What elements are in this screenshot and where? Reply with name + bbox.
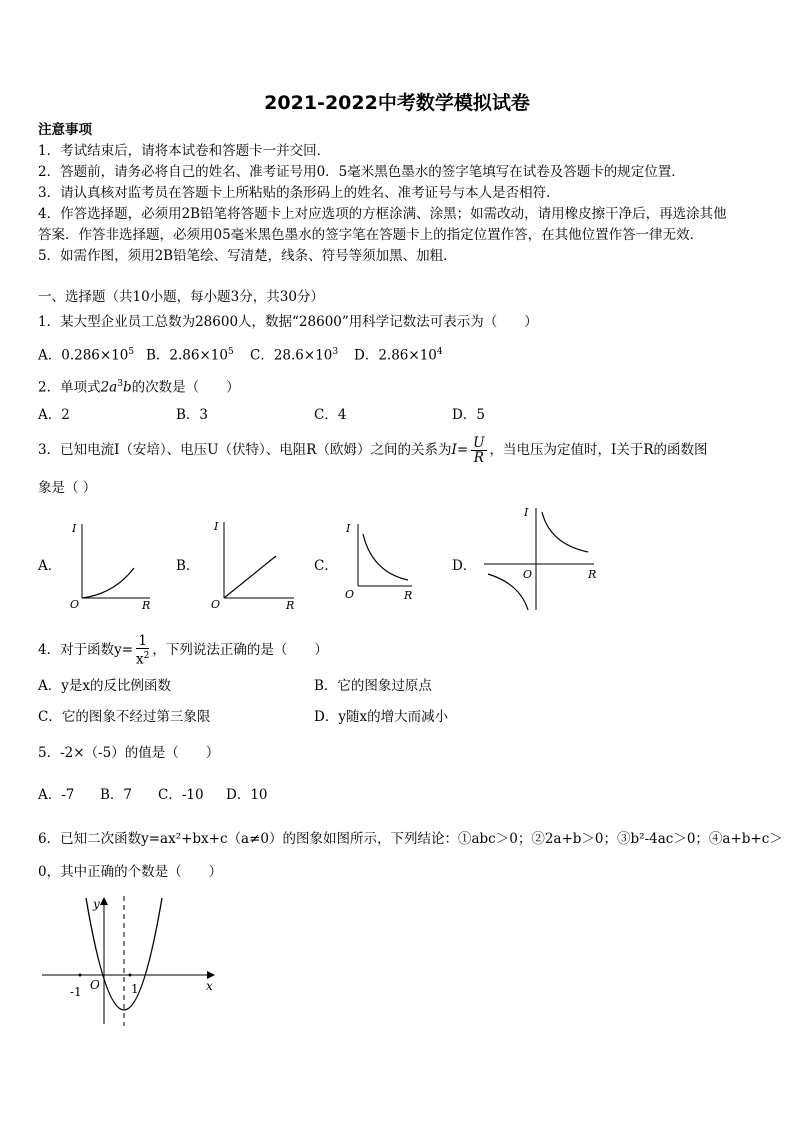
notice-heading: 注意事项: [38, 122, 92, 138]
axis-r-label: R: [142, 599, 151, 610]
axis-r-label: R: [588, 568, 597, 581]
q6-stem: 6．已知二次函数y=ax²+bx+c（a≠0）的图象如图所示，下列结论：①abc＞0；②2a+b＞0；③b²-4ac＞0；④a+b+c＞: [38, 831, 783, 847]
y-axis-label: y: [93, 897, 100, 911]
axis-i-label: I: [346, 522, 351, 535]
q3-option-c: C．: [314, 558, 338, 574]
q6-stem-line2: 0，其中正确的个数是（ ）: [38, 864, 223, 880]
q5-option-d: D．10: [226, 787, 268, 803]
q4-stem: 4．对于函数y= $\frac{1}{x^2}$ ，下列说法正确的是（ ）: [38, 633, 328, 668]
q3-stem: 3．已知电流I（安培）、电压U（伏特）、电阻R（欧姆）之间的关系为I= $\frac{U}{R}$ ，当电压为定值时，I关于R的函数图: [38, 435, 708, 466]
origin-label: O: [523, 568, 533, 581]
q6-parabola-graph: [38, 892, 224, 1032]
axis-r-label: R: [286, 599, 295, 610]
origin-label: O: [345, 588, 355, 601]
q3-graph-a: [62, 518, 158, 610]
origin-label: O: [70, 598, 80, 610]
q1-option-a: A．$0.286\times 10^5$: [38, 347, 135, 364]
q1-option-c: C．$28.6\times 10^3$: [250, 347, 339, 364]
q3-stem-line2: 象是（ ）: [38, 480, 97, 496]
q1-option-d: D．$2.86\times 10^4$: [354, 347, 443, 364]
q4-option-b: B．它的图象过原点: [314, 678, 432, 694]
q1-stem: 1．某大型企业员工总数为28600人，数据“28600”用科学记数法可表示为（ ）: [38, 314, 538, 330]
q2-option-d: D．5: [452, 407, 485, 423]
q2-option-c: C．4: [314, 407, 347, 423]
q2-stem: 2．单项式$2a^3b$的次数是（ ）: [38, 379, 240, 396]
axis-i-label: I: [524, 506, 529, 519]
q4-fraction: $\frac{1}{x^2}$: [136, 633, 150, 668]
q3-graph-d: [478, 502, 600, 614]
q3-graph-c: [338, 518, 418, 602]
q1-option-b: B．$2.86\times 10^5$: [146, 347, 234, 364]
q5-option-c: C．-10: [158, 787, 204, 803]
section-heading: 一、选择题（共10小题，每小题3分，共30分）: [38, 289, 324, 305]
axis-r-label: R: [404, 589, 413, 602]
notice-item: 3．请认真核对监考员在答题卡上所粘贴的条形码上的姓名、准考证号与本人是否相符．: [38, 185, 560, 201]
axis-i-label: I: [214, 520, 219, 533]
q5-option-b: B．7: [100, 787, 133, 803]
q3-option-d: D．: [452, 558, 477, 574]
tick-1-label: 1: [131, 982, 139, 996]
tick-neg1-label: -1: [70, 985, 82, 999]
q5-stem: 5．-2×（-5）的值是（ ）: [38, 745, 220, 761]
q3-graph-b: [204, 514, 304, 610]
x-axis-label: x: [206, 979, 213, 993]
q5-option-a: A．-7: [38, 787, 75, 803]
exam-title: 2021-2022中考数学模拟试卷: [264, 92, 530, 114]
notice-item: 答案．作答非选择题，必须用05毫米黑色墨水的签字笔在答题卡上的指定位置作答，在其他位置作答一律无效．: [38, 227, 704, 243]
q3-option-a: A．: [38, 558, 62, 574]
axis-i-label: I: [72, 522, 77, 535]
origin-label: O: [211, 598, 221, 610]
q2-option-a: A．2: [38, 407, 70, 423]
q4-option-a: A．y是x的反比例函数: [38, 678, 171, 694]
q3-fraction: $\frac{U}{R}$: [473, 435, 485, 466]
notice-item: 5．如需作图，须用2B铅笔绘、写清楚，线条、符号等须加黑、加粗．: [38, 248, 457, 264]
notice-item: 4．作答选择题，必须用2B铅笔将答题卡上对应选项的方框涂满、涂黑；如需改动，请用橡皮擦干净后，再选涂其他: [38, 206, 727, 222]
origin-label: O: [90, 978, 100, 992]
q3-option-b: B．: [176, 558, 200, 574]
q4-option-d: D．y随x的增大而减小: [314, 709, 449, 725]
q2-option-b: B．3: [176, 407, 209, 423]
notice-item: 2．答题前，请务必将自己的姓名、准考证号用0．5毫米黑色墨水的签字笔填写在试卷及答题卡的规定位置．: [38, 164, 685, 180]
notice-item: 1．考试结束后，请将本试卷和答题卡一并交回．: [38, 143, 331, 159]
q4-option-c: C．它的图象不经过第三象限: [38, 709, 211, 725]
